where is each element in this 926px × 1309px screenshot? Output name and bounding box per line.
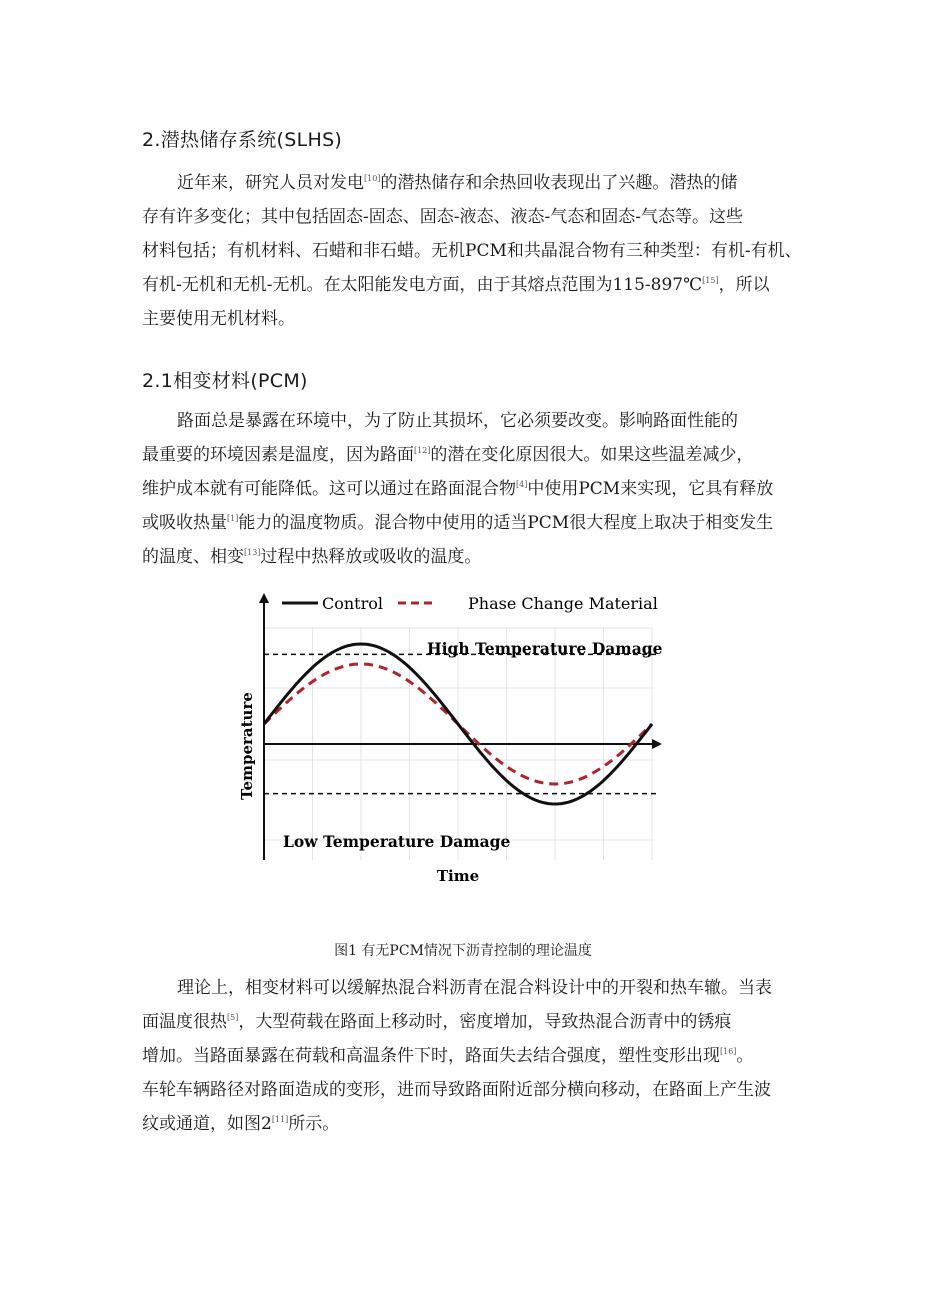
text-line [142,971,790,1005]
legend-pcm-label: Phase Change Material [468,594,658,613]
text-line [142,540,790,574]
text-run: 存有许多变化；其中包括固态-固态、固态-液态、液态-气态和固态-气态等。这些 [142,207,743,227]
text-run: 能力的温度物质。混合物中使用的适当PCM很大程度上取决于相变发生 [238,513,774,533]
y-axis-arrow [259,593,269,603]
text-run: 。 [736,1046,754,1066]
text-run: 材料包括；有机材料、石蜡和非石蜡。无机PCM和共晶混合物有三种类型：有机-有机、 [142,241,802,261]
text-run: 增加。当路面暴露在荷载和高温条件下时，路面失去结合强度，塑性变形出现 [142,1046,720,1066]
text-line [142,1107,790,1141]
text-line [142,404,790,438]
text-run: 纹或通道，如图2 [142,1114,272,1134]
text-line [142,1005,790,1039]
text-run: 或吸收热量 [142,513,227,533]
text-run: 的潜热储存和余热回收表现出了兴趣。潜热的储 [380,173,738,193]
text-run: 近年来，研究人员对发电 [177,173,364,193]
text-line [142,302,790,336]
legend-control-label: Control [322,594,384,613]
section-heading-slhs: 2.潜热储存系统(SLHS) [142,129,343,151]
text-line [142,234,802,268]
y-axis-label: Temperature [238,692,256,800]
text-run: 理论上，相变材料可以缓解热混合料沥青在混合料设计中的开裂和热车辙。当表 [177,978,772,998]
text-run: 主要使用无机材料。 [142,309,295,329]
text-line [142,1073,790,1107]
text-line [142,166,790,200]
citation-ref: [5] [227,1013,239,1022]
citation-ref: [15] [702,276,719,285]
paragraph-slhs [142,166,802,336]
paragraph-theory [142,971,790,1141]
citation-ref: [16] [720,1047,737,1056]
text-run: 车轮车辆路径对路面造成的变形，进而导致路面附近部分横向移动，在路面上产生波 [142,1080,771,1100]
text-run: 维护成本就有可能降低。这可以通过在路面混合物 [142,479,516,499]
text-line [142,506,790,540]
citation-ref: [10] [364,174,381,183]
citation-ref: [4] [516,480,528,489]
text-run: 中使用PCM来实现，它具有释放 [527,479,774,499]
text-run: 最重要的环境因素是温度，因为路面 [142,445,414,465]
text-line [142,200,790,234]
citation-ref: [11] [271,1115,289,1124]
text-run: ，所以 [718,275,770,295]
text-line [142,438,790,472]
citation-ref: [1] [227,514,239,523]
section-heading-pcm: 2.1相变材料(PCM) [142,370,308,392]
high-damage-label: High Temperature Damage [427,639,663,658]
text-run: ，大型荷载在路面上移动时，密度增加，导致热混合沥青中的锈痕 [238,1012,732,1032]
text-line [142,472,790,506]
x-axis-label: Time [436,867,480,885]
text-run: 的潜在变化原因很大。如果这些温差减少， [430,445,754,465]
paragraph-pcm [142,404,790,574]
citation-ref: [12] [414,446,431,455]
citation-ref: [13] [244,548,261,557]
text-run: 的温度、相变 [142,547,244,567]
text-line [142,268,790,302]
low-damage-label: Low Temperature Damage [283,832,511,851]
text-run: 路面总是暴露在环境中，为了防止其损坏，它必须要改变。影响路面性能的 [177,411,738,431]
figure-caption: 图1 有无PCM情况下沥青控制的理论温度 [334,943,592,959]
text-run: 有机-无机和无机-无机。在太阳能发电方面，由于其熔点范围为115-897℃ [142,275,703,295]
text-run: 所示。 [288,1114,340,1134]
x-axis-arrow [652,739,662,749]
text-run: 过程中热释放或吸收的温度。 [260,547,482,567]
temperature-figure [230,588,670,893]
text-line [142,1039,790,1073]
text-run: 面温度很热 [142,1012,227,1032]
